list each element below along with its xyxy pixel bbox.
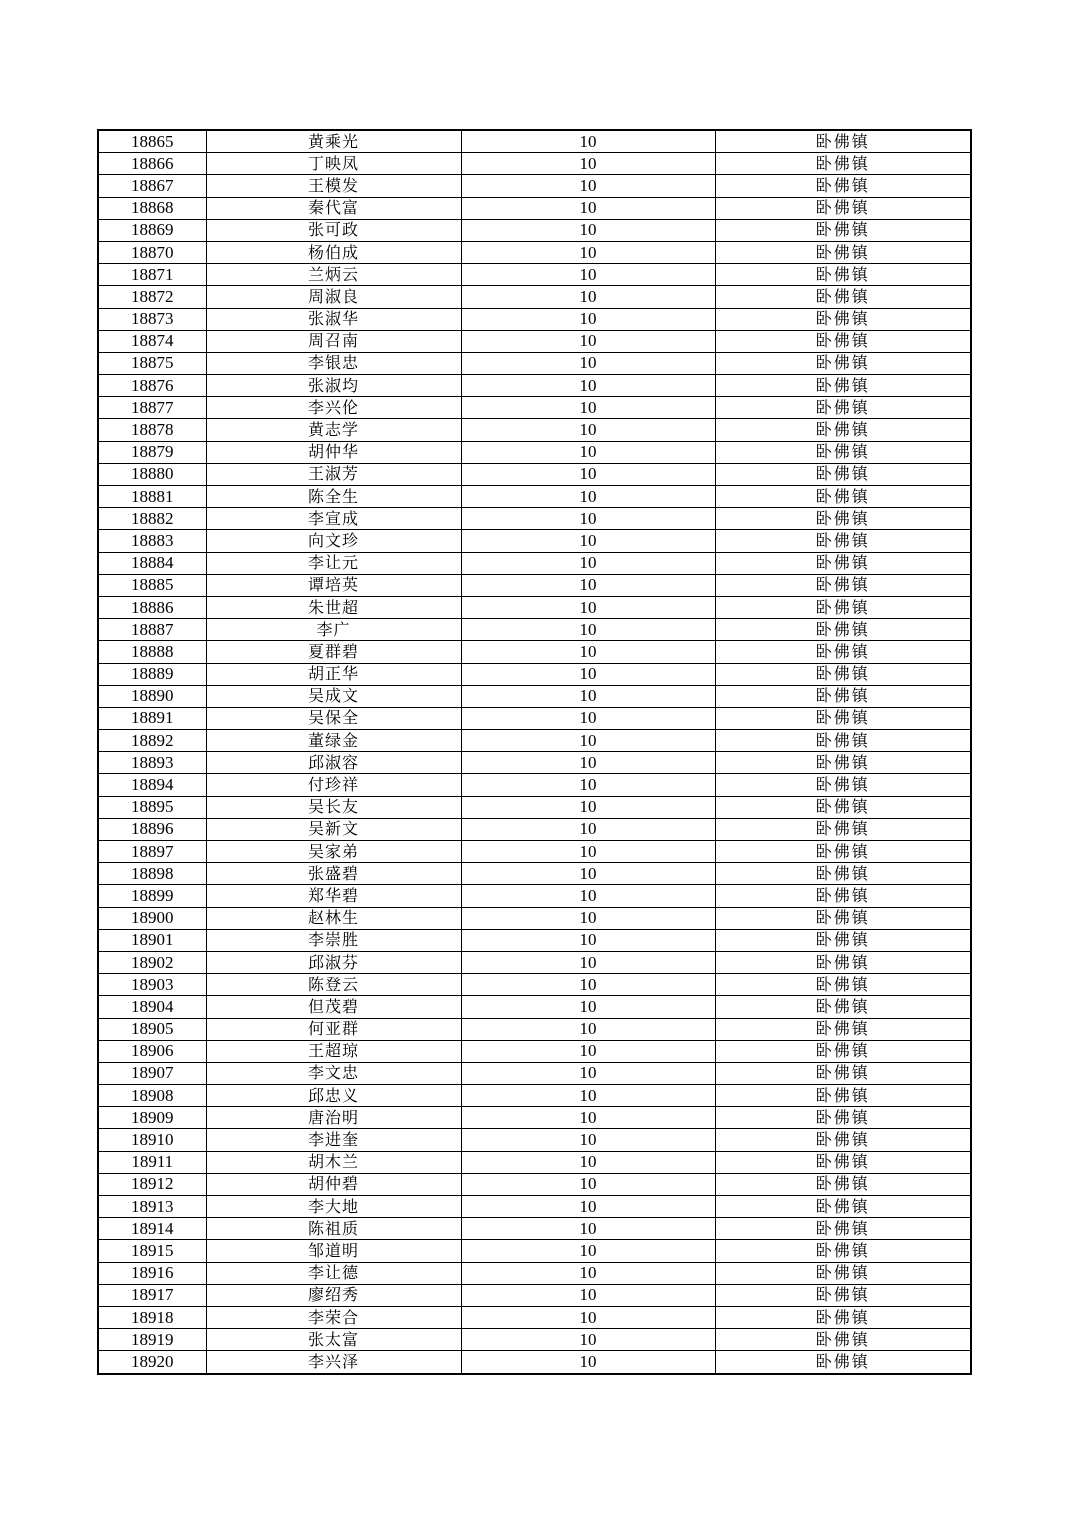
table-row — [98, 241, 971, 263]
person-name-cell: 陈登云 — [206, 974, 461, 996]
town-cell: 卧佛镇 — [715, 375, 971, 397]
row-number-cell: 18896 — [98, 818, 206, 840]
person-name-cell: 李广 — [206, 619, 461, 641]
row-number-cell: 18888 — [98, 641, 206, 663]
amount-cell: 10 — [461, 1129, 715, 1151]
person-name-cell: 胡仲华 — [206, 441, 461, 463]
row-number-cell: 18900 — [98, 907, 206, 929]
town-cell: 卧佛镇 — [715, 153, 971, 175]
person-name-cell: 张淑华 — [206, 308, 461, 330]
row-number-cell: 18880 — [98, 463, 206, 485]
town-cell: 卧佛镇 — [715, 441, 971, 463]
amount-cell: 10 — [461, 1218, 715, 1240]
row-number-cell: 18898 — [98, 863, 206, 885]
person-name-cell: 李大地 — [206, 1196, 461, 1218]
row-number-cell: 18915 — [98, 1240, 206, 1262]
table-row — [98, 818, 971, 840]
table-row — [98, 1240, 971, 1262]
amount-cell: 10 — [461, 1351, 715, 1374]
row-number-cell: 18875 — [98, 352, 206, 374]
row-number-cell: 18919 — [98, 1329, 206, 1351]
row-number-cell: 18879 — [98, 441, 206, 463]
town-cell: 卧佛镇 — [715, 1306, 971, 1328]
amount-cell: 10 — [461, 153, 715, 175]
row-number-cell: 18873 — [98, 308, 206, 330]
town-cell: 卧佛镇 — [715, 330, 971, 352]
table-row — [98, 730, 971, 752]
town-cell: 卧佛镇 — [715, 1018, 971, 1040]
amount-cell: 10 — [461, 264, 715, 286]
town-cell: 卧佛镇 — [715, 419, 971, 441]
row-number-cell: 18885 — [98, 574, 206, 596]
town-cell: 卧佛镇 — [715, 663, 971, 685]
amount-cell: 10 — [461, 486, 715, 508]
person-name-cell: 吴成文 — [206, 685, 461, 707]
town-cell: 卧佛镇 — [715, 508, 971, 530]
person-name-cell: 吴保全 — [206, 707, 461, 729]
amount-cell: 10 — [461, 974, 715, 996]
amount-cell: 10 — [461, 197, 715, 219]
row-number-cell: 18899 — [98, 885, 206, 907]
table-row — [98, 774, 971, 796]
table-row — [98, 508, 971, 530]
table-row — [98, 574, 971, 596]
amount-cell: 10 — [461, 707, 715, 729]
town-cell: 卧佛镇 — [715, 397, 971, 419]
town-cell: 卧佛镇 — [715, 996, 971, 1018]
town-cell: 卧佛镇 — [715, 1262, 971, 1284]
person-name-cell: 张太富 — [206, 1329, 461, 1351]
person-name-cell: 吴新文 — [206, 818, 461, 840]
row-number-cell: 18874 — [98, 330, 206, 352]
row-number-cell: 18904 — [98, 996, 206, 1018]
amount-cell: 10 — [461, 1151, 715, 1173]
row-number-cell: 18882 — [98, 508, 206, 530]
amount-cell: 10 — [461, 841, 715, 863]
table-row — [98, 219, 971, 241]
amount-cell: 10 — [461, 1306, 715, 1328]
town-cell: 卧佛镇 — [715, 907, 971, 929]
person-name-cell: 夏群碧 — [206, 641, 461, 663]
row-number-cell: 18871 — [98, 264, 206, 286]
row-number-cell: 18913 — [98, 1196, 206, 1218]
table-row — [98, 663, 971, 685]
person-name-cell: 胡木兰 — [206, 1151, 461, 1173]
town-cell: 卧佛镇 — [715, 774, 971, 796]
table-row — [98, 441, 971, 463]
table-row — [98, 352, 971, 374]
town-cell: 卧佛镇 — [715, 130, 971, 153]
town-cell: 卧佛镇 — [715, 463, 971, 485]
person-name-cell: 胡仲碧 — [206, 1173, 461, 1195]
row-number-cell: 18916 — [98, 1262, 206, 1284]
amount-cell: 10 — [461, 641, 715, 663]
person-name-cell: 邱淑芬 — [206, 951, 461, 973]
table-row — [98, 752, 971, 774]
row-number-cell: 18906 — [98, 1040, 206, 1062]
row-number-cell: 18891 — [98, 707, 206, 729]
table-row — [98, 153, 971, 175]
town-cell: 卧佛镇 — [715, 1085, 971, 1107]
town-cell: 卧佛镇 — [715, 1173, 971, 1195]
town-cell: 卧佛镇 — [715, 685, 971, 707]
town-cell: 卧佛镇 — [715, 929, 971, 951]
table-row — [98, 1196, 971, 1218]
town-cell: 卧佛镇 — [715, 219, 971, 241]
row-number-cell: 18902 — [98, 951, 206, 973]
person-name-cell: 张可政 — [206, 219, 461, 241]
table-row — [98, 197, 971, 219]
table-row — [98, 286, 971, 308]
person-name-cell: 李荣合 — [206, 1306, 461, 1328]
row-number-cell: 18889 — [98, 663, 206, 685]
row-number-cell: 18894 — [98, 774, 206, 796]
amount-cell: 10 — [461, 397, 715, 419]
amount-cell: 10 — [461, 1196, 715, 1218]
person-name-cell: 陈全生 — [206, 486, 461, 508]
amount-cell: 10 — [461, 752, 715, 774]
town-cell: 卧佛镇 — [715, 574, 971, 596]
town-cell: 卧佛镇 — [715, 1329, 971, 1351]
row-number-cell: 18918 — [98, 1306, 206, 1328]
row-number-cell: 18907 — [98, 1062, 206, 1084]
table-row — [98, 1151, 971, 1173]
amount-cell: 10 — [461, 929, 715, 951]
amount-cell: 10 — [461, 885, 715, 907]
row-number-cell: 18901 — [98, 929, 206, 951]
row-number-cell: 18870 — [98, 241, 206, 263]
town-cell: 卧佛镇 — [715, 1284, 971, 1306]
roster-table — [97, 129, 972, 1375]
table-row — [98, 1040, 971, 1062]
person-name-cell: 陈祖质 — [206, 1218, 461, 1240]
amount-cell: 10 — [461, 130, 715, 153]
row-number-cell: 18865 — [98, 130, 206, 153]
amount-cell: 10 — [461, 796, 715, 818]
amount-cell: 10 — [461, 619, 715, 641]
table-row — [98, 1284, 971, 1306]
table-row — [98, 1218, 971, 1240]
amount-cell: 10 — [461, 219, 715, 241]
person-name-cell: 李宣成 — [206, 508, 461, 530]
amount-cell: 10 — [461, 1262, 715, 1284]
person-name-cell: 谭培英 — [206, 574, 461, 596]
person-name-cell: 李银忠 — [206, 352, 461, 374]
table-row — [98, 796, 971, 818]
table-row — [98, 530, 971, 552]
town-cell: 卧佛镇 — [715, 241, 971, 263]
amount-cell: 10 — [461, 907, 715, 929]
row-number-cell: 18897 — [98, 841, 206, 863]
person-name-cell: 王超琼 — [206, 1040, 461, 1062]
town-cell: 卧佛镇 — [715, 707, 971, 729]
table-row — [98, 375, 971, 397]
table-row — [98, 596, 971, 618]
town-cell: 卧佛镇 — [715, 863, 971, 885]
row-number-cell: 18917 — [98, 1284, 206, 1306]
town-cell: 卧佛镇 — [715, 1129, 971, 1151]
amount-cell: 10 — [461, 375, 715, 397]
town-cell: 卧佛镇 — [715, 1196, 971, 1218]
table-row — [98, 264, 971, 286]
town-cell: 卧佛镇 — [715, 308, 971, 330]
person-name-cell: 李文忠 — [206, 1062, 461, 1084]
amount-cell: 10 — [461, 1173, 715, 1195]
person-name-cell: 王模发 — [206, 175, 461, 197]
table-row — [98, 397, 971, 419]
table-row — [98, 907, 971, 929]
amount-cell: 10 — [461, 1040, 715, 1062]
row-number-cell: 18910 — [98, 1129, 206, 1151]
row-number-cell: 18876 — [98, 375, 206, 397]
person-name-cell: 黄乘光 — [206, 130, 461, 153]
table-row — [98, 419, 971, 441]
amount-cell: 10 — [461, 1329, 715, 1351]
town-cell: 卧佛镇 — [715, 1062, 971, 1084]
person-name-cell: 秦代富 — [206, 197, 461, 219]
row-number-cell: 18886 — [98, 596, 206, 618]
person-name-cell: 李让元 — [206, 552, 461, 574]
amount-cell: 10 — [461, 1018, 715, 1040]
table-row — [98, 885, 971, 907]
table-row — [98, 1306, 971, 1328]
town-cell: 卧佛镇 — [715, 1240, 971, 1262]
table-row — [98, 1262, 971, 1284]
amount-cell: 10 — [461, 352, 715, 374]
table-row — [98, 308, 971, 330]
table-row — [98, 685, 971, 707]
person-name-cell: 王淑芳 — [206, 463, 461, 485]
row-number-cell: 18903 — [98, 974, 206, 996]
table-row — [98, 974, 971, 996]
table-row — [98, 1018, 971, 1040]
row-number-cell: 18868 — [98, 197, 206, 219]
amount-cell: 10 — [461, 574, 715, 596]
table-row — [98, 130, 971, 153]
person-name-cell: 张淑均 — [206, 375, 461, 397]
table-row — [98, 1062, 971, 1084]
person-name-cell: 廖绍秀 — [206, 1284, 461, 1306]
table-row — [98, 951, 971, 973]
row-number-cell: 18911 — [98, 1151, 206, 1173]
person-name-cell: 朱世超 — [206, 596, 461, 618]
row-number-cell: 18908 — [98, 1085, 206, 1107]
town-cell: 卧佛镇 — [715, 175, 971, 197]
person-name-cell: 张盛碧 — [206, 863, 461, 885]
amount-cell: 10 — [461, 463, 715, 485]
person-name-cell: 何亚群 — [206, 1018, 461, 1040]
row-number-cell: 18884 — [98, 552, 206, 574]
row-number-cell: 18878 — [98, 419, 206, 441]
amount-cell: 10 — [461, 1062, 715, 1084]
town-cell: 卧佛镇 — [715, 752, 971, 774]
person-name-cell: 赵林生 — [206, 907, 461, 929]
person-name-cell: 李崇胜 — [206, 929, 461, 951]
person-name-cell: 兰炳云 — [206, 264, 461, 286]
person-name-cell: 周淑良 — [206, 286, 461, 308]
amount-cell: 10 — [461, 286, 715, 308]
row-number-cell: 18905 — [98, 1018, 206, 1040]
person-name-cell: 邹道明 — [206, 1240, 461, 1262]
town-cell: 卧佛镇 — [715, 286, 971, 308]
town-cell: 卧佛镇 — [715, 1107, 971, 1129]
row-number-cell: 18909 — [98, 1107, 206, 1129]
row-number-cell: 18881 — [98, 486, 206, 508]
amount-cell: 10 — [461, 863, 715, 885]
town-cell: 卧佛镇 — [715, 1218, 971, 1240]
person-name-cell: 李兴伦 — [206, 397, 461, 419]
person-name-cell: 唐治明 — [206, 1107, 461, 1129]
table-row — [98, 1173, 971, 1195]
person-name-cell: 李进奎 — [206, 1129, 461, 1151]
amount-cell: 10 — [461, 685, 715, 707]
town-cell: 卧佛镇 — [715, 264, 971, 286]
person-name-cell: 吴长友 — [206, 796, 461, 818]
amount-cell: 10 — [461, 774, 715, 796]
amount-cell: 10 — [461, 951, 715, 973]
person-name-cell: 黄志学 — [206, 419, 461, 441]
amount-cell: 10 — [461, 1240, 715, 1262]
person-name-cell: 董绿金 — [206, 730, 461, 752]
table-row — [98, 996, 971, 1018]
town-cell: 卧佛镇 — [715, 730, 971, 752]
table-row — [98, 1329, 971, 1351]
row-number-cell: 18866 — [98, 153, 206, 175]
person-name-cell: 胡正华 — [206, 663, 461, 685]
amount-cell: 10 — [461, 552, 715, 574]
person-name-cell: 李兴泽 — [206, 1351, 461, 1374]
person-name-cell: 向文珍 — [206, 530, 461, 552]
row-number-cell: 18890 — [98, 685, 206, 707]
row-number-cell: 18887 — [98, 619, 206, 641]
town-cell: 卧佛镇 — [715, 818, 971, 840]
amount-cell: 10 — [461, 996, 715, 1018]
town-cell: 卧佛镇 — [715, 596, 971, 618]
table-row — [98, 552, 971, 574]
town-cell: 卧佛镇 — [715, 1040, 971, 1062]
person-name-cell: 周召南 — [206, 330, 461, 352]
row-number-cell: 18877 — [98, 397, 206, 419]
table-row — [98, 330, 971, 352]
table-row — [98, 1085, 971, 1107]
person-name-cell: 邱忠义 — [206, 1085, 461, 1107]
town-cell: 卧佛镇 — [715, 619, 971, 641]
table-row — [98, 863, 971, 885]
amount-cell: 10 — [461, 1284, 715, 1306]
table-row — [98, 1107, 971, 1129]
table-row — [98, 463, 971, 485]
amount-cell: 10 — [461, 1107, 715, 1129]
amount-cell: 10 — [461, 596, 715, 618]
amount-cell: 10 — [461, 818, 715, 840]
table-row — [98, 1129, 971, 1151]
town-cell: 卧佛镇 — [715, 552, 971, 574]
town-cell: 卧佛镇 — [715, 841, 971, 863]
row-number-cell: 18869 — [98, 219, 206, 241]
row-number-cell: 18883 — [98, 530, 206, 552]
table-row — [98, 929, 971, 951]
town-cell: 卧佛镇 — [715, 951, 971, 973]
amount-cell: 10 — [461, 241, 715, 263]
town-cell: 卧佛镇 — [715, 530, 971, 552]
town-cell: 卧佛镇 — [715, 1151, 971, 1173]
town-cell: 卧佛镇 — [715, 1351, 971, 1374]
person-name-cell: 付珍祥 — [206, 774, 461, 796]
row-number-cell: 18893 — [98, 752, 206, 774]
row-number-cell: 18872 — [98, 286, 206, 308]
amount-cell: 10 — [461, 730, 715, 752]
row-number-cell: 18920 — [98, 1351, 206, 1374]
table-row — [98, 486, 971, 508]
row-number-cell: 18895 — [98, 796, 206, 818]
amount-cell: 10 — [461, 508, 715, 530]
table-row — [98, 841, 971, 863]
town-cell: 卧佛镇 — [715, 352, 971, 374]
person-name-cell: 郑华碧 — [206, 885, 461, 907]
roster-table-body — [98, 130, 971, 1374]
town-cell: 卧佛镇 — [715, 641, 971, 663]
person-name-cell: 杨伯成 — [206, 241, 461, 263]
amount-cell: 10 — [461, 308, 715, 330]
amount-cell: 10 — [461, 1085, 715, 1107]
table-row — [98, 619, 971, 641]
amount-cell: 10 — [461, 530, 715, 552]
person-name-cell: 但茂碧 — [206, 996, 461, 1018]
table-row — [98, 175, 971, 197]
amount-cell: 10 — [461, 419, 715, 441]
person-name-cell: 丁映凤 — [206, 153, 461, 175]
row-number-cell: 18867 — [98, 175, 206, 197]
row-number-cell: 18892 — [98, 730, 206, 752]
row-number-cell: 18912 — [98, 1173, 206, 1195]
table-row — [98, 641, 971, 663]
town-cell: 卧佛镇 — [715, 974, 971, 996]
person-name-cell: 李让德 — [206, 1262, 461, 1284]
town-cell: 卧佛镇 — [715, 486, 971, 508]
amount-cell: 10 — [461, 441, 715, 463]
amount-cell: 10 — [461, 663, 715, 685]
person-name-cell: 邱淑容 — [206, 752, 461, 774]
town-cell: 卧佛镇 — [715, 885, 971, 907]
amount-cell: 10 — [461, 175, 715, 197]
table-row — [98, 707, 971, 729]
row-number-cell: 18914 — [98, 1218, 206, 1240]
amount-cell: 10 — [461, 330, 715, 352]
table-row — [98, 1351, 971, 1374]
town-cell: 卧佛镇 — [715, 197, 971, 219]
person-name-cell: 吴家弟 — [206, 841, 461, 863]
town-cell: 卧佛镇 — [715, 796, 971, 818]
